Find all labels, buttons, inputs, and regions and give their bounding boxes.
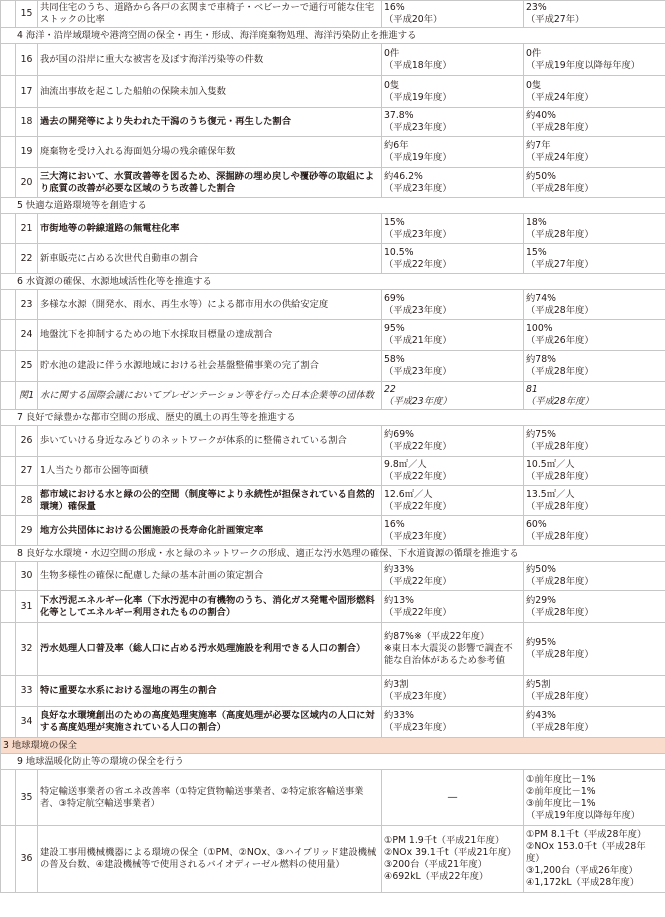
- section-title: 海洋・沿岸域環境や港湾空間の保全・再生・形成、海洋廃棄物処理、海洋汚染防止を推進する: [25, 29, 417, 41]
- current-value: 16% （平成20年）: [382, 1, 524, 28]
- indent-cell: [1, 1, 16, 28]
- section-row: [1, 274, 665, 290]
- indicator-row: [1, 676, 665, 707]
- current-value: 約33% （平成23年度）: [382, 707, 524, 738]
- indicator-number: 20: [16, 168, 38, 198]
- indent-cell: [1, 826, 16, 893]
- indicator-number: 35: [16, 770, 38, 826]
- current-value: 約46.2% （平成23年度）: [382, 168, 524, 198]
- current-value: 0隻 （平成19年度）: [382, 76, 524, 108]
- target-value: 10.5㎡／人 （平成28年度）: [524, 457, 665, 486]
- section-title: 良好で緑豊かな都市空間の形成、歴史的風土の再生等を推進する: [25, 411, 296, 423]
- indicator-description: 廃棄物を受け入れる海面処分場の残余確保年数: [38, 137, 382, 168]
- indicator-description: 地盤沈下を抑制するための地下水採取目標量の達成割合: [38, 320, 382, 351]
- indicator-description: 歩いていける身近なみどりのネットワークが体系的に整備されている割合: [38, 426, 382, 457]
- indicator-row: [1, 290, 665, 320]
- target-value: 約40% （平成28年度）: [524, 108, 665, 137]
- indicator-description: 下水汚泥エネルギー化率（下水汚泥中の有機物のうち、消化ガス発電や固形燃料化等としてエネルギー利用されたものの割合）: [38, 591, 382, 623]
- target-value: 約75% （平成28年度）: [524, 426, 665, 457]
- indicator-row: [1, 770, 665, 826]
- indicator-description: 共同住宅のうち、道路から各戸の玄関まで車椅子・ベビーカーで通行可能な住宅ストックの比率: [38, 1, 382, 28]
- indicator-row: [1, 108, 665, 137]
- indicator-description: 特定輸送事業者の省エネ改善率（①特定貨物輸送事業者、②特定旅客輸送事業者、③特定航空輸送事業者）: [38, 770, 382, 826]
- target-value: ①前年度比－1% ②前年度比－1% ③前年度比－1% （平成19年度以降毎年度）: [524, 770, 665, 826]
- section-row: [1, 28, 665, 44]
- section-row: [1, 198, 665, 214]
- indicator-number: 30: [16, 562, 38, 591]
- target-value: 0件 （平成19年度以降毎年度）: [524, 44, 665, 76]
- indicator-number: 18: [16, 108, 38, 137]
- target-value: 18% （平成28年度）: [524, 214, 665, 244]
- section-row: [1, 410, 665, 426]
- section-number: 6: [17, 275, 23, 287]
- indicator-description: 油流出事故を起こした船舶の保険未加入隻数: [38, 76, 382, 108]
- current-value: 95% （平成21年度）: [382, 320, 524, 351]
- current-value: 約87%※（平成22年度） ※東日本大震災の影響で調査不能な自治体があるため参考値: [382, 623, 524, 676]
- current-value: 約6年 （平成19年度）: [382, 137, 524, 168]
- indicator-row: [1, 516, 665, 546]
- indicator-number: 19: [16, 137, 38, 168]
- indicator-row: [1, 44, 665, 76]
- current-value: ①PM 1.9千t（平成21年度） ②NOx 39.1千t（平成21年度） ③200台（平成21年度） ④692kL（平成22年度）: [382, 826, 524, 893]
- indicator-description: 水に関する国際会議においてプレゼンテーション等を行った日本企業等の団体数: [38, 382, 382, 410]
- current-value: 0件 （平成18年度）: [382, 44, 524, 76]
- indicator-description: 貯水池の建設に伴う水源地域における社会基盤整備事業の完了割合: [38, 351, 382, 382]
- indicator-number: 24: [16, 320, 38, 351]
- indent-cell: [1, 168, 16, 198]
- current-value: 約3割 （平成23年度）: [382, 676, 524, 707]
- current-value: 58% （平成23年度）: [382, 351, 524, 382]
- indicator-number: 29: [16, 516, 38, 546]
- indicator-description: 三大湾において、水質改善等を図るため、深掘跡の埋め戻しや覆砂等の取組により底質の改善が必要な区域のうち改善した割合: [38, 168, 382, 198]
- indent-cell: [1, 214, 16, 244]
- indicator-row: [1, 168, 665, 198]
- section-number: 9: [17, 755, 23, 767]
- indicator-description: 1人当たり都市公園等面積: [38, 457, 382, 486]
- indicator-description: 特に重要な水系における湿地の再生の割合: [38, 676, 382, 707]
- target-value: 81 （平成28年度）: [524, 382, 665, 410]
- indicator-number: 28: [16, 486, 38, 516]
- target-value: 0隻 （平成24年度）: [524, 76, 665, 108]
- current-value: 9.8㎡／人 （平成22年度）: [382, 457, 524, 486]
- indent-cell: [1, 76, 16, 108]
- indicator-number: 36: [16, 826, 38, 893]
- indicator-table-body: [1, 1, 665, 893]
- indent-cell: [1, 244, 16, 274]
- section-heading: [1, 754, 665, 770]
- section-row: [1, 754, 665, 770]
- target-value: 約5割 （平成28年度）: [524, 676, 665, 707]
- indent-cell: [1, 591, 16, 623]
- category-row: [1, 738, 665, 754]
- indent-cell: [1, 351, 16, 382]
- indicator-row: [1, 707, 665, 738]
- target-value: 約95% （平成28年度）: [524, 623, 665, 676]
- indicator-description: 汚水処理人口普及率（総人口に占める汚水処理施設を利用できる人口の割合）: [38, 623, 382, 676]
- indicator-row: [1, 76, 665, 108]
- indicator-description: 多様な水源（開発水、雨水、再生水等）による都市用水の供給安定度: [38, 290, 382, 320]
- target-value: 約50% （平成28年度）: [524, 168, 665, 198]
- indicator-number: 27: [16, 457, 38, 486]
- indicator-row: [1, 214, 665, 244]
- indicator-row: [1, 351, 665, 382]
- indent-cell: [1, 516, 16, 546]
- indent-cell: [1, 486, 16, 516]
- indent-cell: [1, 457, 16, 486]
- indicator-row: [1, 562, 665, 591]
- section-heading: [1, 410, 665, 426]
- indent-cell: [1, 290, 16, 320]
- section-title: 快適な道路環境等を創造する: [25, 199, 147, 211]
- current-value: 16% （平成23年度）: [382, 516, 524, 546]
- section-number: 3: [3, 739, 9, 751]
- target-value: 約43% （平成28年度）: [524, 707, 665, 738]
- indicator-number: 32: [16, 623, 38, 676]
- indicator-description: 生物多様性の確保に配慮した緑の基本計画の策定割合: [38, 562, 382, 591]
- indicator-description: 都市域における水と緑の公的空間（制度等により永続性が担保されている自然的環境）確保量: [38, 486, 382, 516]
- target-value: 約7年 （平成24年度）: [524, 137, 665, 168]
- indicator-row: [1, 320, 665, 351]
- target-value: ①PM 8.1千t（平成28年度） ②NOx 153.0千t（平成28年度） ③1,200台（平成26年度） ④1,172kL（平成28年度）: [524, 826, 665, 893]
- indicator-description: 過去の開発等により失われた干潟のうち復元・再生した割合: [38, 108, 382, 137]
- indicator-description: 地方公共団体における公園施設の長寿命化計画策定率: [38, 516, 382, 546]
- indent-cell: [1, 382, 16, 410]
- section-row: [1, 546, 665, 562]
- indicator-number: 34: [16, 707, 38, 738]
- indent-cell: [1, 320, 16, 351]
- current-value: 37.8% （平成23年度）: [382, 108, 524, 137]
- current-value: 22 （平成23年度）: [382, 382, 524, 410]
- indicator-row: [1, 137, 665, 168]
- indicator-number: 31: [16, 591, 38, 623]
- current-value: 約33% （平成22年度）: [382, 562, 524, 591]
- target-value: 100% （平成26年度）: [524, 320, 665, 351]
- indicator-row: [1, 826, 665, 893]
- section-title: 地球温暖化防止等の環境の保全を行う: [25, 755, 184, 767]
- indicator-description: 新車販売に占める次世代自動車の割合: [38, 244, 382, 274]
- indicator-number: 17: [16, 76, 38, 108]
- current-value: 12.6㎡／人 （平成22年度）: [382, 486, 524, 516]
- target-value: 13.5㎡／人 （平成28年度）: [524, 486, 665, 516]
- indicator-number: 26: [16, 426, 38, 457]
- target-value: 約74% （平成28年度）: [524, 290, 665, 320]
- target-value: 15% （平成27年度）: [524, 244, 665, 274]
- section-title: 水資源の確保、水源地域活性化等を推進する: [25, 275, 212, 287]
- section-title: 良好な水環境・水辺空間の形成・水と緑のネットワークの形成、適正な汚水処理の確保、下水道資源の循環を推進する: [25, 547, 519, 559]
- indicator-description: 建設工事用機械機器による環境の保全（①PM、②NOx、③ハイブリッド建設機械の普及台数、④建設機械等で使用されるバイオディーゼル燃料の使用量）: [38, 826, 382, 893]
- current-value: 約69% （平成22年度）: [382, 426, 524, 457]
- current-value: ―: [382, 770, 524, 826]
- indicator-description: 我が国の沿岸に重大な被害を及ぼす海洋汚染等の件数: [38, 44, 382, 76]
- section-number: 4: [17, 29, 23, 41]
- indicator-number: 16: [16, 44, 38, 76]
- indicator-number: 関1: [16, 382, 38, 410]
- target-value: 約29% （平成28年度）: [524, 591, 665, 623]
- section-heading: [1, 28, 665, 44]
- indicator-number: 23: [16, 290, 38, 320]
- indicator-number: 22: [16, 244, 38, 274]
- current-value: 約13% （平成22年度）: [382, 591, 524, 623]
- indent-cell: [1, 108, 16, 137]
- indicator-row: [1, 486, 665, 516]
- indent-cell: [1, 137, 16, 168]
- indent-cell: [1, 770, 16, 826]
- section-heading: [1, 198, 665, 214]
- section-number: 8: [17, 547, 23, 559]
- indent-cell: [1, 44, 16, 76]
- section-number: 5: [17, 199, 23, 211]
- target-value: 60% （平成28年度）: [524, 516, 665, 546]
- indent-cell: [1, 676, 16, 707]
- target-value: 約78% （平成28年度）: [524, 351, 665, 382]
- indicator-row: [1, 623, 665, 676]
- indent-cell: [1, 707, 16, 738]
- indicator-number: 15: [16, 1, 38, 28]
- section-heading: [1, 546, 665, 562]
- section-title: 地球環境の保全: [11, 739, 77, 751]
- indent-cell: [1, 426, 16, 457]
- section-heading: [1, 274, 665, 290]
- indent-cell: [1, 623, 16, 676]
- indent-cell: [1, 562, 16, 591]
- section-heading: [1, 738, 665, 754]
- target-value: 約50% （平成28年度）: [524, 562, 665, 591]
- indicator-row: [1, 591, 665, 623]
- indicator-row: [1, 426, 665, 457]
- indicator-row: [1, 457, 665, 486]
- indicator-number: 25: [16, 351, 38, 382]
- indicator-description: 良好な水環境創出のための高度処理実施率（高度処理が必要な区域内の人口に対する高度処理が実施されている人口の割合）: [38, 707, 382, 738]
- indicator-row: [1, 382, 665, 410]
- indicator-number: 33: [16, 676, 38, 707]
- current-value: 69% （平成23年度）: [382, 290, 524, 320]
- section-number: 7: [17, 411, 23, 423]
- indicator-number: 21: [16, 214, 38, 244]
- indicator-row: [1, 244, 665, 274]
- current-value: 15% （平成23年度）: [382, 214, 524, 244]
- indicator-description: 市街地等の幹線道路の無電柱化率: [38, 214, 382, 244]
- indicator-row: [1, 1, 665, 28]
- current-value: 10.5% （平成22年度）: [382, 244, 524, 274]
- target-value: 23% （平成27年）: [524, 1, 665, 28]
